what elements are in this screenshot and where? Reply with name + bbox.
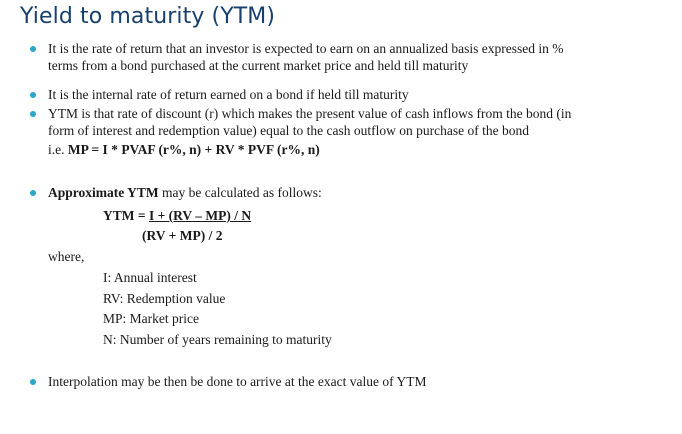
bullet-3-line-1: YTM is that rate of discount (r) which makes the present value of cash inflows from the bond (in [48,106,572,121]
approx-ytm-rest: may be calculated as follows: [158,185,322,200]
ytm-denominator: (RV + MP) / 2 [142,228,223,243]
bullet-dot-icon [30,190,36,196]
ytm-label: YTM = [103,208,149,223]
definition-item: N: Number of years remaining to maturity [103,332,332,347]
bullet-1-line-1: It is the rate of return that an investor is expected to earn on an annualized basis expressed in % [48,41,564,56]
bullet-dot-icon [30,111,36,117]
bullet-dot-icon [30,379,36,385]
definition-item: RV: Redemption value [103,291,226,306]
bullet-1-line-2: terms from a bond purchased at the current market price and held till maturity [48,58,469,73]
bullet-2-line-1: It is the internal rate of return earned on a bond if held till maturity [48,87,409,102]
ytm-formula-numerator-line [103,207,251,224]
approx-ytm-label: Approximate YTM [48,185,159,200]
where-label: where, [48,249,85,264]
formula-prefix: i.e. [48,142,68,157]
slide-title: Yield to maturity (YTM) [20,4,276,29]
definition-item: MP: Market price [103,311,199,326]
definition-item: I: Annual interest [103,270,197,285]
mp-formula: MP = I * PVAF (r%, n) + RV * PVF (r%, n) [67,142,320,157]
bullet-dot-icon [30,92,36,98]
bullet-3-line-3 [48,141,320,158]
bullet-3-line-2: form of interest and redemption value) equal to the cash outflow on purchase of the bond [48,123,529,138]
bullet-5-line-1: Interpolation may be then be done to arrive at the exact value of YTM [48,374,427,389]
ytm-numerator: I + (RV – MP) / N [148,208,252,223]
bullet-4-line-1 [48,184,322,201]
bullet-dot-icon [30,46,36,52]
